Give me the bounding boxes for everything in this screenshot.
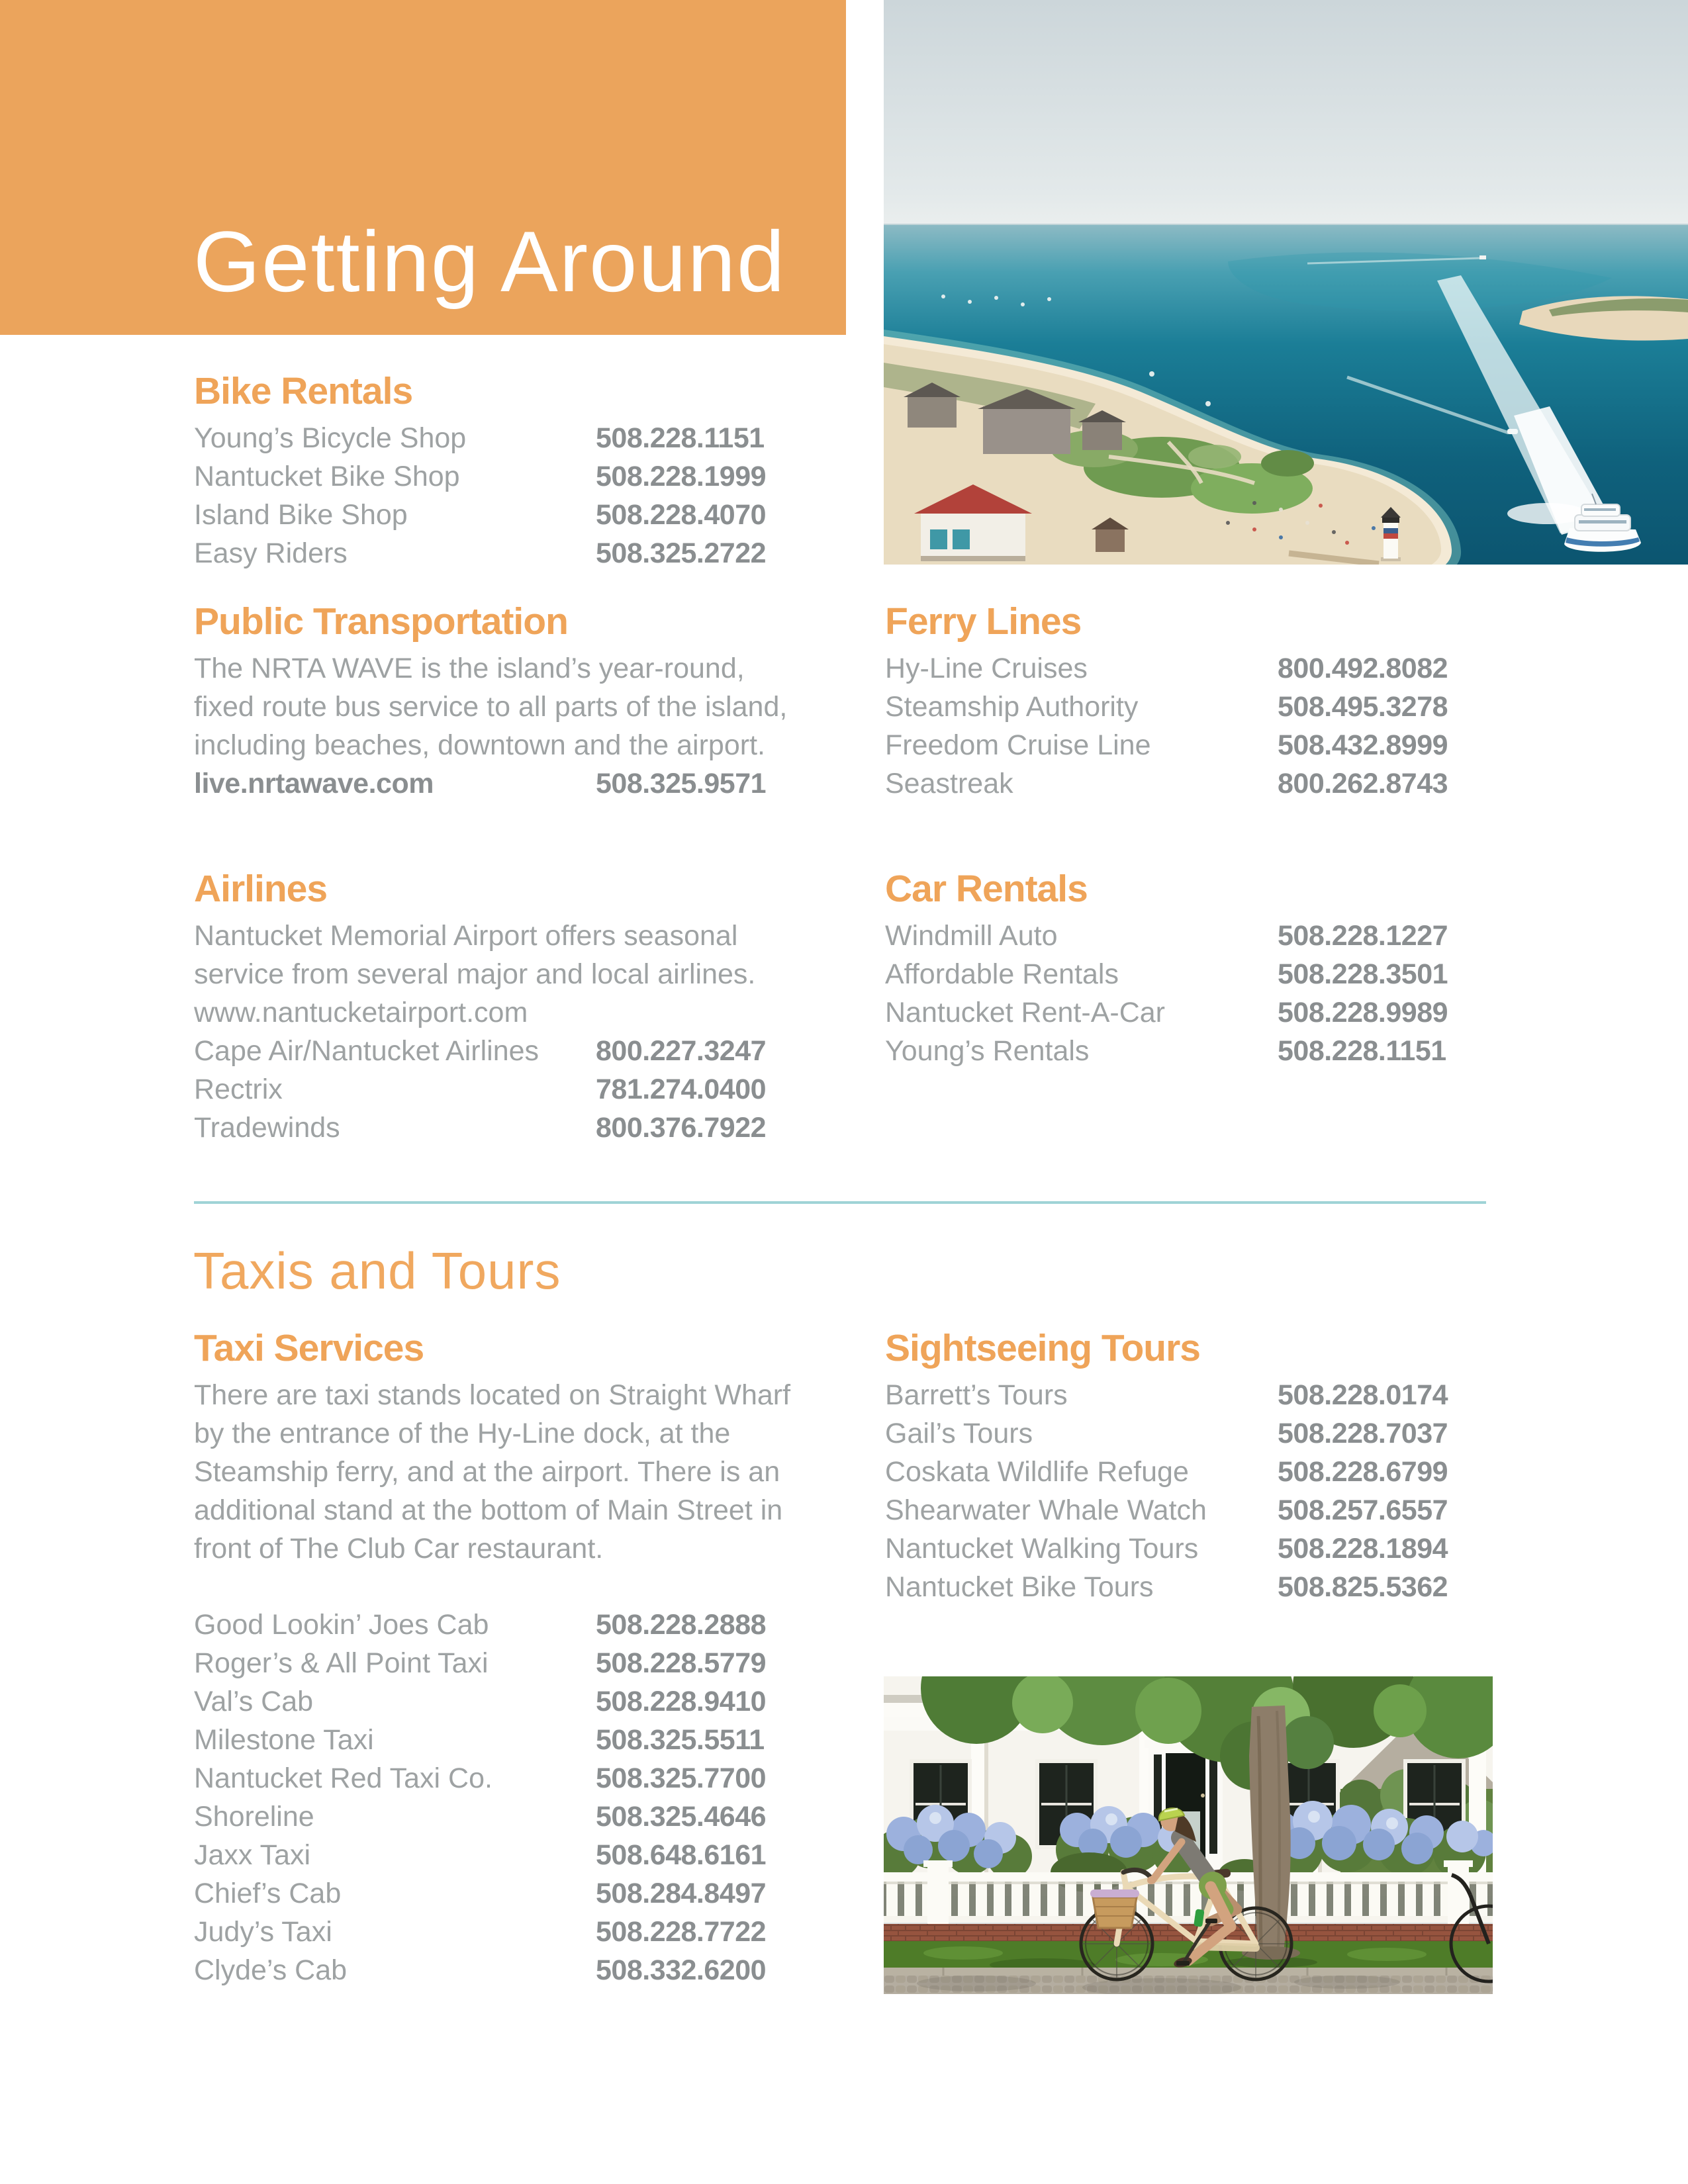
page-title: Getting Around bbox=[193, 213, 786, 310]
section-heading: Sightseeing Tours bbox=[885, 1327, 1200, 1369]
phone-number: 508.228.6799 bbox=[1278, 1456, 1448, 1488]
phone-number: 800.492.8082 bbox=[1278, 653, 1448, 684]
directory-row bbox=[194, 496, 793, 534]
directory-row bbox=[885, 688, 1487, 726]
business-name: Jaxx Taxi bbox=[194, 1839, 311, 1871]
business-name: Easy Riders bbox=[194, 537, 348, 569]
website-link: live.nrtawave.com bbox=[194, 768, 434, 799]
business-name: Rectrix bbox=[194, 1073, 283, 1105]
tours-title: Taxis and Tours bbox=[193, 1242, 561, 1300]
business-name: Nantucket Bike Shop bbox=[194, 461, 460, 492]
section-ferry-lines bbox=[885, 601, 1487, 803]
business-name: Tradewinds bbox=[194, 1112, 340, 1144]
phone-number: 508.228.1894 bbox=[1278, 1533, 1448, 1565]
directory-list bbox=[885, 1376, 1487, 1606]
business-name: Nantucket Walking Tours bbox=[885, 1533, 1199, 1565]
phone-number: 508.228.4070 bbox=[596, 499, 767, 531]
phone-number: 508.648.6161 bbox=[596, 1839, 767, 1871]
directory-row bbox=[194, 1721, 793, 1759]
section-paragraph: There are taxi stands located on Straight Wharf by the entrance of the Hy-Line dock, at the Steamship ferry, and at the airport. There is an additional stand at the bottom of Main Street in front of The Club Car restaurant. bbox=[194, 1379, 791, 1565]
directory-row bbox=[194, 1874, 793, 1913]
business-name: Roger’s & All Point Taxi bbox=[194, 1647, 489, 1679]
business-name: Clyde’s Cab bbox=[194, 1954, 348, 1986]
lighthouse bbox=[1381, 507, 1401, 561]
directory-row bbox=[194, 1836, 793, 1874]
business-name: Shoreline bbox=[194, 1801, 314, 1833]
business-name: Hy-Line Cruises bbox=[885, 653, 1088, 684]
phone-number: 800.227.3247 bbox=[596, 1035, 767, 1067]
directory-row bbox=[194, 1070, 793, 1109]
business-name: Good Lookin’ Joes Cab bbox=[194, 1609, 489, 1641]
section-taxi-services bbox=[194, 1328, 793, 1989]
business-name: Coskata Wildlife Refuge bbox=[885, 1456, 1189, 1488]
section-divider bbox=[194, 1201, 1486, 1204]
phone-number: 508.325.5511 bbox=[596, 1724, 765, 1756]
section-heading: Ferry Lines bbox=[885, 600, 1082, 643]
phone-number: 508.228.7722 bbox=[596, 1916, 767, 1948]
business-name: Shearwater Whale Watch bbox=[885, 1494, 1207, 1526]
phone-number: 800.262.8743 bbox=[1278, 768, 1448, 799]
directory-row bbox=[194, 534, 793, 572]
business-name: Judy’s Taxi bbox=[194, 1916, 332, 1948]
directory-row bbox=[194, 1682, 793, 1721]
phone-number: 781.274.0400 bbox=[596, 1073, 767, 1105]
cyclist-street-illustration bbox=[884, 1676, 1493, 1994]
orange-title-band bbox=[0, 0, 846, 335]
business-name: Barrett’s Tours bbox=[885, 1379, 1068, 1411]
phone-number: 508.332.6200 bbox=[596, 1954, 767, 1986]
business-name: Steamship Authority bbox=[885, 691, 1139, 723]
directory-row bbox=[885, 1568, 1487, 1606]
directory-row bbox=[885, 917, 1487, 955]
directory-row bbox=[194, 993, 793, 1032]
directory-row bbox=[194, 1032, 793, 1070]
directory-row bbox=[885, 1453, 1487, 1491]
business-name: Chief’s Cab bbox=[194, 1878, 342, 1909]
phone-number: 508.257.6557 bbox=[1278, 1494, 1448, 1526]
business-name: Gail’s Tours bbox=[885, 1418, 1033, 1449]
business-name: Val’s Cab bbox=[194, 1686, 314, 1717]
phone-number: 508.228.7037 bbox=[1278, 1418, 1448, 1449]
directory-row bbox=[885, 1376, 1487, 1414]
phone-number: 508.228.2888 bbox=[596, 1609, 767, 1641]
business-name: Milestone Taxi bbox=[194, 1724, 374, 1756]
phone-number: 508.825.5362 bbox=[1278, 1571, 1448, 1603]
section-sightseeing-tours bbox=[885, 1328, 1487, 1606]
section-bike-rentals bbox=[194, 371, 793, 572]
directory-list bbox=[194, 1606, 793, 1989]
directory-list bbox=[194, 1032, 793, 1147]
business-name: Seastreak bbox=[885, 768, 1013, 799]
phone-number: 800.376.7922 bbox=[596, 1112, 767, 1144]
section-heading: Bike Rentals bbox=[194, 370, 413, 412]
directory-row bbox=[885, 726, 1487, 764]
directory-row bbox=[194, 1644, 793, 1682]
directory-list bbox=[885, 917, 1487, 1070]
phone-number: 508.284.8497 bbox=[596, 1878, 767, 1909]
directory-row bbox=[885, 993, 1487, 1032]
section-car-rentals bbox=[885, 868, 1487, 1070]
business-name: Cape Air/Nantucket Airlines bbox=[194, 1035, 539, 1067]
phone-number: 508.228.9989 bbox=[1278, 997, 1448, 1028]
section-paragraph: The NRTA WAVE is the island’s year-round, fixed route bus service to all parts of the island, including beaches, downtown and the airport. bbox=[194, 653, 788, 761]
section-heading: Taxi Services bbox=[194, 1327, 424, 1369]
directory-row bbox=[194, 764, 793, 803]
aerial-harbor-illustration bbox=[884, 0, 1688, 565]
granite-curb bbox=[884, 1968, 1493, 1977]
phone-number: 508.228.1227 bbox=[1278, 920, 1448, 952]
business-name: Affordable Rentals bbox=[885, 958, 1119, 990]
section-public-transportation bbox=[194, 601, 793, 803]
phone-number: 508.432.8999 bbox=[1278, 729, 1448, 761]
phone-number: 508.228.3501 bbox=[1278, 958, 1448, 990]
directory-row bbox=[194, 419, 793, 457]
cyclist-street-photo bbox=[884, 1676, 1493, 1994]
phone-number: 508.325.4646 bbox=[596, 1801, 767, 1833]
phone-number: 508.228.1999 bbox=[596, 461, 767, 492]
directory-row bbox=[194, 1951, 793, 1989]
directory-row bbox=[194, 1109, 793, 1147]
directory-list bbox=[194, 419, 793, 572]
phone-number: 508.228.5779 bbox=[596, 1647, 767, 1679]
section-heading: Car Rentals bbox=[885, 868, 1088, 910]
business-name: Nantucket Rent-A-Car bbox=[885, 997, 1165, 1028]
directory-list bbox=[885, 649, 1487, 803]
directory-row bbox=[194, 1913, 793, 1951]
business-name: Nantucket Bike Tours bbox=[885, 1571, 1154, 1603]
directory-row bbox=[194, 1797, 793, 1836]
business-name: Young’s Rentals bbox=[885, 1035, 1090, 1067]
section-heading: Airlines bbox=[194, 868, 328, 910]
phone-number: 508.495.3278 bbox=[1278, 691, 1448, 723]
business-name: Freedom Cruise Line bbox=[885, 729, 1151, 761]
phone-number: 508.325.7700 bbox=[596, 1762, 767, 1794]
directory-row bbox=[885, 764, 1487, 803]
aerial-harbor-photo bbox=[884, 0, 1688, 565]
website-link: www.nantucketairport.com bbox=[194, 997, 528, 1028]
business-name: Young’s Bicycle Shop bbox=[194, 422, 467, 454]
section-paragraph: Nantucket Memorial Airport offers seasonal service from several major and local airlines. bbox=[194, 920, 756, 990]
directory-row bbox=[885, 1032, 1487, 1070]
directory-row bbox=[885, 649, 1487, 688]
directory-row bbox=[885, 1529, 1487, 1568]
phone-number: 508.228.1151 bbox=[596, 422, 765, 454]
directory-row bbox=[194, 1606, 793, 1644]
phone-number: 508.228.1151 bbox=[1278, 1035, 1446, 1067]
section-heading: Public Transportation bbox=[194, 600, 568, 643]
directory-row bbox=[194, 1759, 793, 1797]
directory-row bbox=[885, 955, 1487, 993]
directory-row bbox=[194, 457, 793, 496]
phone-number: 508.228.0174 bbox=[1278, 1379, 1448, 1411]
directory-row bbox=[885, 1414, 1487, 1453]
directory-row bbox=[885, 1491, 1487, 1529]
phone-number: 508.325.9571 bbox=[596, 768, 767, 799]
section-airlines bbox=[194, 868, 793, 1147]
business-name: Windmill Auto bbox=[885, 920, 1058, 952]
phone-number: 508.325.2722 bbox=[596, 537, 767, 569]
phone-number: 508.228.9410 bbox=[596, 1686, 767, 1717]
business-name: Nantucket Red Taxi Co. bbox=[194, 1762, 492, 1794]
business-name: Island Bike Shop bbox=[194, 499, 408, 531]
